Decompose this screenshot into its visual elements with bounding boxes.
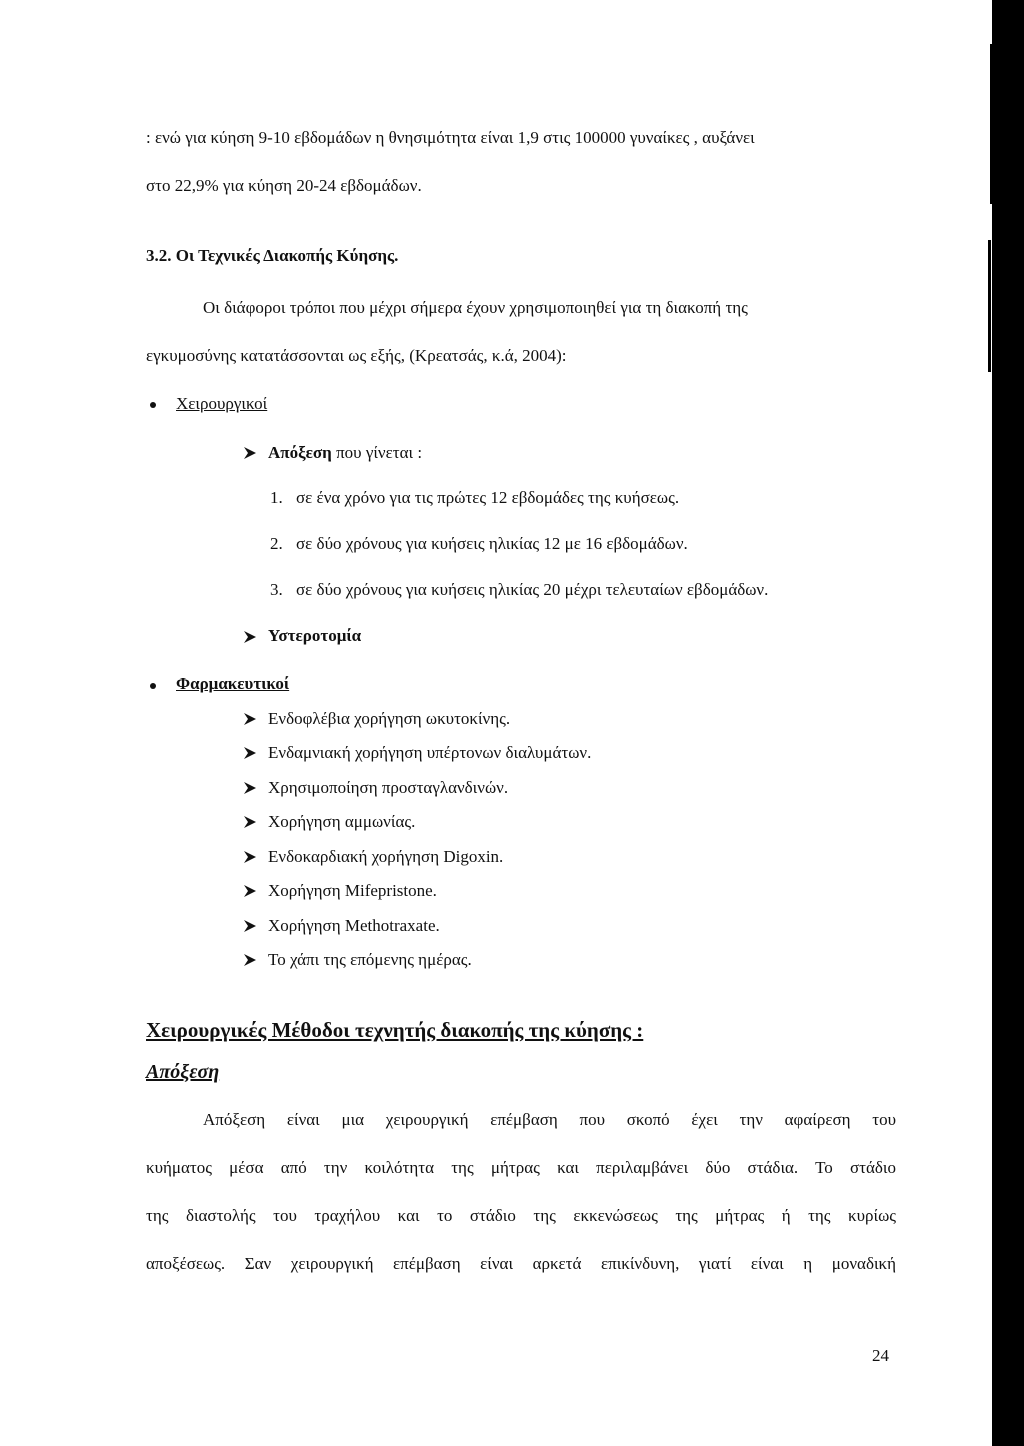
arrow-bullet-icon — [243, 446, 257, 460]
arrow-bullet-icon — [243, 919, 257, 933]
pharma-title: Φαρμακευτικοί — [176, 674, 290, 693]
step-number: 3. — [270, 580, 283, 599]
surgical-title: Χειρουργικοί — [176, 394, 268, 413]
pharma-item: Ενδοφλέβια χορήγηση ωκυτοκίνης. — [268, 709, 511, 728]
paragraph-line: : ενώ για κύηση 9-10 εβδομάδων η θνησιμότητα είναι 1,9 στις 100000 γυναίκες , αυξάνει — [146, 128, 755, 147]
body-line: κυήματος μέσα από την κοιλότητα της μήτρας και περιλαμβάνει δύο στάδια. Το στάδιο — [146, 1158, 896, 1177]
step-number: 2. — [270, 534, 283, 553]
page-number: 24 — [872, 1346, 889, 1365]
methods-heading: Χειρουργικές Μέθοδοι τεχνητής διακοπής της κύησης : — [146, 1018, 644, 1042]
pharma-item: Ενδοκαρδιακή χορήγηση Digoxin. — [268, 847, 504, 866]
arrow-bullet-icon — [243, 630, 257, 644]
curettage-suffix: που γίνεται : — [331, 443, 423, 462]
arrow-bullet-icon — [243, 815, 257, 829]
arrow-bullet-icon — [243, 884, 257, 898]
scan-artifact-line — [988, 240, 991, 372]
paragraph-line: στο 22,9% για κύηση 20-24 εβδομάδων. — [146, 176, 422, 195]
body-line: αποξέσεως. Σαν χειρουργική επέμβαση είναι αρκετά επικίνδυνη, γιατί είναι η μοναδική — [146, 1254, 896, 1273]
step-text: σε ένα χρόνο για τις πρώτες 12 εβδομάδες της κυήσεως. — [296, 488, 680, 507]
bullet-icon — [150, 402, 156, 408]
step-number: 1. — [270, 488, 283, 507]
body-line: της διαστολής του τραχήλου και το στάδιο της εκκενώσεως της μήτρας ή της κυρίως — [146, 1206, 896, 1225]
pharma-item: Χρησιμοποίηση προσταγλανδινών. — [268, 778, 509, 797]
arrow-bullet-icon — [243, 781, 257, 795]
intro-line: Οι διάφοροι τρόποι που μέχρι σήμερα έχουν χρησιμοποιηθεί για τη διακοπή της — [203, 298, 748, 317]
pharma-item: Το χάπι της επόμενης ημέρας. — [268, 950, 472, 969]
scan-artifact-line — [990, 44, 993, 204]
arrow-bullet-icon — [243, 712, 257, 726]
pharma-item: Χορήγηση Mifepristone. — [268, 881, 437, 900]
arrow-bullet-icon — [243, 953, 257, 967]
curettage-label: Απόξεση — [268, 443, 332, 462]
section-heading: 3.2. Οι Τεχνικές Διακοπής Κύησης. — [146, 246, 399, 265]
bullet-icon — [150, 683, 156, 689]
arrow-bullet-icon — [243, 746, 257, 760]
methods-subheading: Απόξεση — [146, 1061, 220, 1083]
hysterotomy-item: Υστεροτομία — [268, 626, 362, 645]
intro-line: εγκυμοσύνης κατατάσσονται ως εξής, (Κρεατσάς, κ.ά, 2004): — [146, 346, 567, 365]
curettage-item — [268, 443, 422, 463]
pharma-item: Χορήγηση αμμωνίας. — [268, 812, 416, 831]
pharma-item: Χορήγηση Methotraxate. — [268, 916, 440, 935]
arrow-bullet-icon — [243, 850, 257, 864]
body-line: Απόξεση είναι μια χειρουργική επέμβαση που σκοπό έχει την αφαίρεση του — [203, 1110, 896, 1129]
pharma-item: Ενδαμνιακή χορήγηση υπέρτονων διαλυμάτων. — [268, 743, 592, 762]
step-text: σε δύο χρόνους για κυήσεις ηλικίας 12 με 16 εβδομάδων. — [296, 534, 688, 553]
step-text: σε δύο χρόνους για κυήσεις ηλικίας 20 μέχρι τελευταίων εβδομάδων. — [296, 580, 769, 599]
